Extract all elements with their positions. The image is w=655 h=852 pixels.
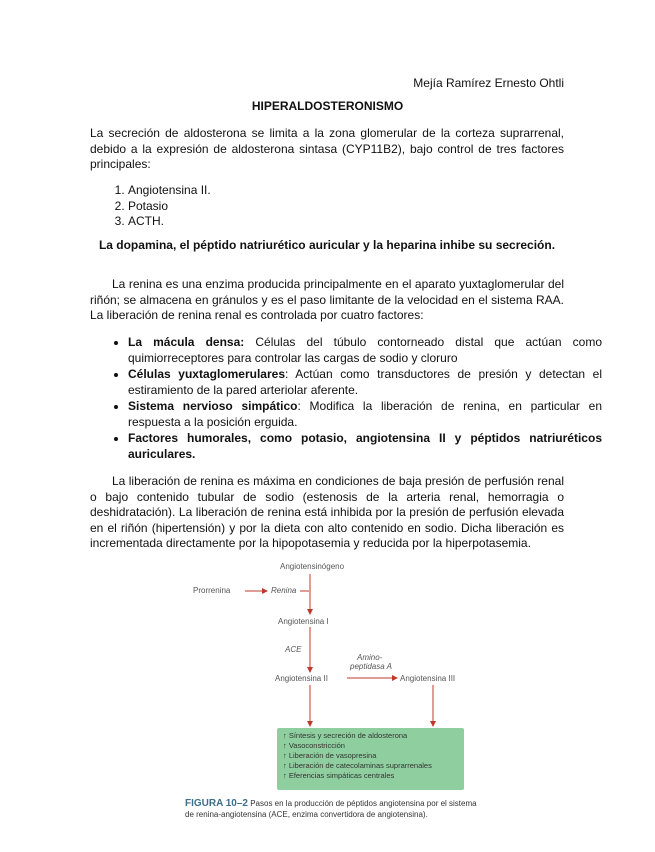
effects-box xyxy=(277,728,464,790)
list-item xyxy=(128,367,602,398)
factor-item: 2. Potasio xyxy=(128,199,211,215)
inhibitors-heading: La dopamina, el péptido natriurético auricular y la heparina inhibe su secreción. xyxy=(98,238,556,252)
aminopeptidase-label-2: peptidasa A xyxy=(350,662,392,671)
list-term: Células yuxtaglomerulares xyxy=(128,367,285,381)
renin-label: Renina xyxy=(271,586,297,595)
list-desc: : Modifica la liberación de renina, en particular en respuesta a la posición erguida. xyxy=(128,399,602,429)
figure-caption-text: Pasos en la producción de péptidos angiotensina por el sistema de renina-angiotensina (ACE, enzima convertidora de angiotensina). xyxy=(185,799,477,819)
list-term: Sistema nervioso simpático xyxy=(128,399,298,413)
effect-item: ↑ Liberación de catecolaminas suprarrenales xyxy=(283,761,432,770)
raa-diagram xyxy=(185,560,485,852)
factor-item: 1. Angiotensina II. xyxy=(128,183,211,199)
list-item xyxy=(128,399,602,430)
effect-item: ↑ Eferencias simpáticas centrales xyxy=(283,771,395,780)
list-item xyxy=(128,335,602,366)
angiotensin-ii-label: Angiotensina II xyxy=(275,674,328,683)
angiotensin-i-label: Angiotensina I xyxy=(278,617,329,626)
effect-item: ↑ Liberación de vasopresina xyxy=(283,751,377,760)
ace-label: ACE xyxy=(285,645,302,654)
effect-item: ↑ Síntesis y secreción de aldosterona xyxy=(283,731,408,740)
renin-paragraph: La renina es una enzima producida principalmente en el aparato yuxtaglomerular del riñón; se almacena en gránulos y es el paso limitante de la velocidad en el sistema RAA. La liberación de renina renal es controlada por cuatro factores: xyxy=(90,277,564,322)
list-term: La mácula densa: xyxy=(128,335,245,349)
effect-item: ↑ Vasoconstricción xyxy=(283,741,345,750)
renin-controls-list xyxy=(90,335,602,463)
intro-paragraph: La secreción de aldosterona se limita a la zona glomerular de la corteza suprarrenal, debido a la expresión de aldosterona sintasa (CYP11B2), bajo control de tres factores principales: xyxy=(90,126,564,171)
list-item xyxy=(128,431,602,462)
list-term: Factores humorales, como potasio, angiotensina II y péptidos natriuréticos auriculares. xyxy=(128,431,602,461)
list-desc: : Actúan como transductores de presión y detectan el estiramiento de la pared arteriolar aferente. xyxy=(128,367,602,397)
figure-label: FIGURA 10–2 xyxy=(185,798,248,809)
figure-caption xyxy=(185,798,485,820)
aminopeptidase-label: Amino- xyxy=(357,653,383,662)
author-name: Mejía Ramírez Ernesto Ohtli xyxy=(413,76,564,90)
angiotensinogen-label: Angiotensinógeno xyxy=(280,562,345,571)
factor-item: 3. ACTH. xyxy=(128,214,211,230)
angiotensin-iii-label: Angiotensina III xyxy=(400,674,456,683)
prorenin-label: Prorrenina xyxy=(193,586,231,595)
release-paragraph: La liberación de renina es máxima en condiciones de baja presión de perfusión renal o bajo contenido tubular de sodio (estenosis de la arteria renal, hemorragia o deshidratación). La liberación de renina está inhibida por la presión de perfusión elevada en el riñón (hipertensión) y por la dieta con alto contenido en sodio. Dicha liberación es incrementada directamente por la hipopotasemia y reducida por la hiperpotasemia. xyxy=(90,474,564,550)
page-title: HIPERALDOSTERONISMO xyxy=(251,99,404,113)
list-desc: Células del túbulo contorneado distal que actúan como quimiorreceptores para controlar las cargas de sodio y cloruro xyxy=(128,335,602,365)
factors-list xyxy=(90,183,211,230)
